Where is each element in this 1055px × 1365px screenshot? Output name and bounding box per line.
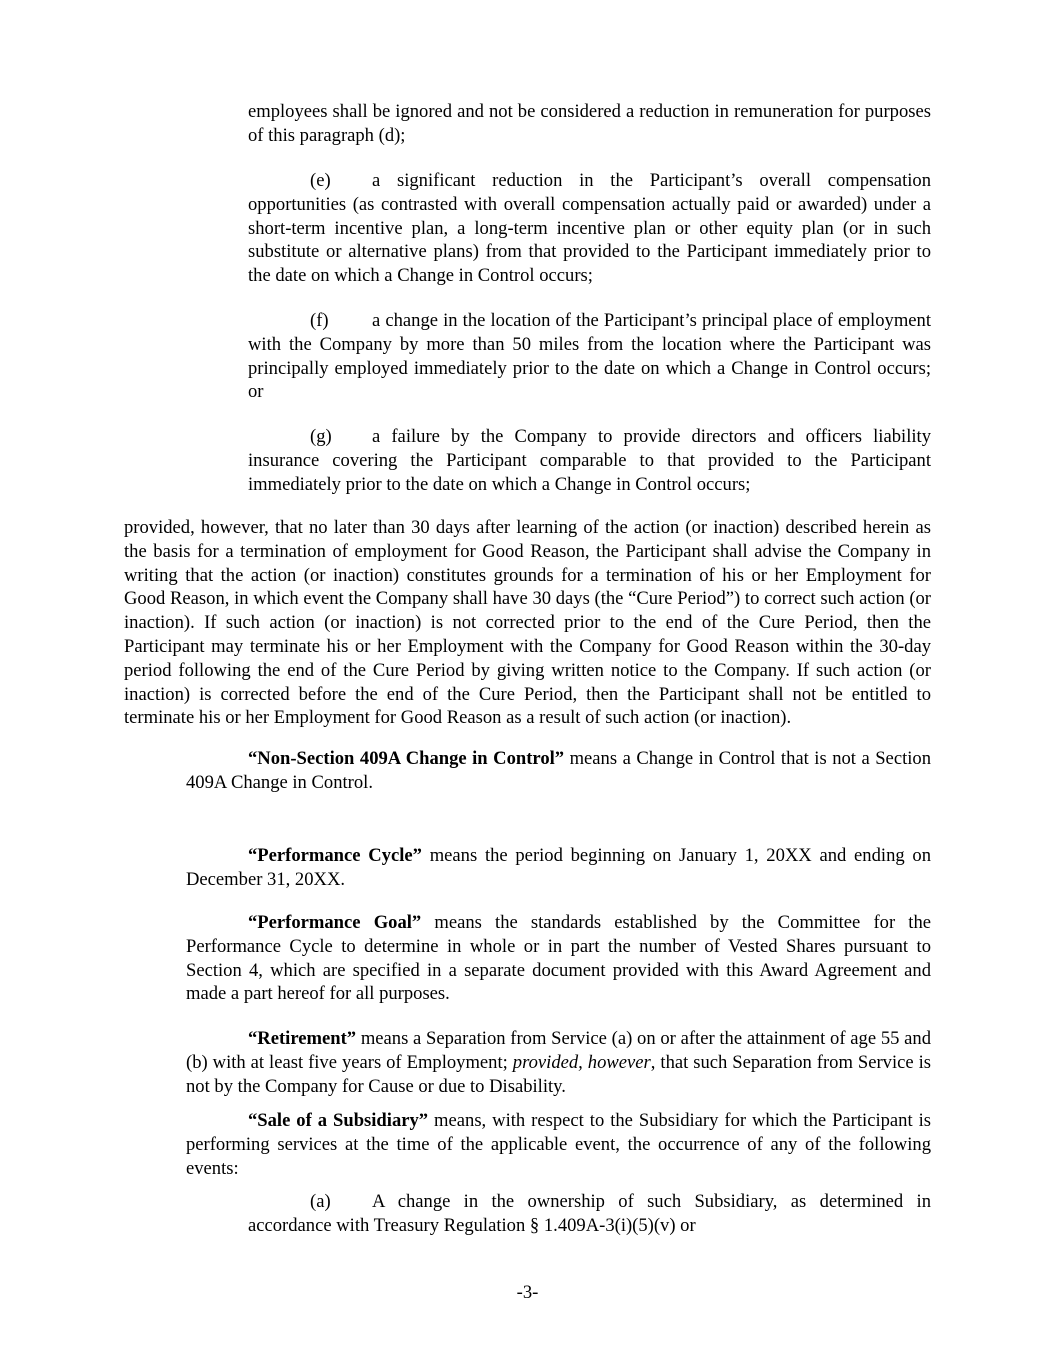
list-item-a — [248, 1190, 931, 1238]
defined-term-performance-goal: “Performance Goal” — [248, 912, 422, 933]
definition-text-performance-cycle: means the period beginning on January 1, 20XX and ending on December 31, 20XX. — [186, 845, 931, 890]
definition-text-performance-goal: means the standards established by the Committee for the Performance Cycle to determine in whole or in part the number of Vested Shares pursuant to Section 4, which are specified in a separate document provided with this Award Agreement and made a part hereof for all purposes. — [186, 912, 932, 1005]
list-item-f-text: a change in the location of the Participant’s principal place of employment with the Company by more than 50 miles from the location where the Participant was principally employed immediately prior to the date on which a Change in Control occurs; or — [248, 310, 931, 403]
definition-text-retirement-italic: provided, however — [512, 1051, 651, 1073]
defined-term-retirement: “Retirement” — [248, 1028, 357, 1049]
list-item-g — [248, 425, 931, 496]
paragraph-d-text: employees shall be ignored and not be considered a reduction in remuneration for purposes of this paragraph (d); — [248, 101, 931, 146]
list-item-f — [248, 309, 931, 404]
paragraph-d-continuation — [248, 100, 931, 148]
list-item-g-text: a failure by the Company to provide directors and officers liability insurance covering the Participant comparable to that provided to the Participant immediately prior to the date on which a Change in Control occurs; — [248, 426, 931, 495]
list-marker-f: (f) — [310, 310, 329, 331]
list-item-e-text: a significant reduction in the Participant’s overall compensation opportunities (as contrasted with overall compensation actually paid or awarded) under a short-term incentive plan, a long-term incentive plan or other equity plan (or in such substitute or alternative plans) from that provided to the Participant immediately prior to the date on which a Change in Control occurs; — [248, 170, 931, 287]
definition-text-non-section-409a: means a Change in Control that is not a Section 409A Change in Control. — [186, 748, 931, 793]
list-item-a-text: A change in the ownership of such Subsidiary, as determined in accordance with Treasury Regulation § 1.409A-3(i)(5)(v) or — [248, 1191, 931, 1236]
definition-performance-goal — [186, 911, 931, 1006]
list-item-e — [248, 169, 931, 288]
defined-term-non-section-409a: “Non-Section 409A Change in Control” — [248, 748, 565, 769]
proviso-text: provided, however, that no later than 30 days after learning of the action (or inaction) described herein as the basis for a termination of employment for Good Reason, the Participant shall advise the Company in writing that the action (or inaction) constitutes grounds for a termination of his or her Employment for Good Reason, in which event the Company shall have 30 days (the “Cure Period”) to correct such action (or inaction). If such action (or inaction) is not corrected prior to the end of the Cure Period, then the Participant may terminate his or her Employment with the Company for Good Reason within the 30-day period following the end of the Cure Period by giving written notice to the Company. If such action (or inaction) is corrected before the end of the Cure Period, then the Participant shall not be entitled to terminate his or her Employment for Good Reason as a result of such action (or inaction). — [124, 517, 931, 729]
definition-retirement — [186, 1027, 931, 1098]
list-marker-e: (e) — [310, 170, 331, 191]
page-number: -3- — [516, 1282, 539, 1303]
defined-term-performance-cycle: “Performance Cycle” — [248, 845, 422, 866]
definition-text-sale-of-subsidiary: means, with respect to the Subsidiary for which the Participant is performing services at the time of the applicable event, the occurrence of any of the following events: — [186, 1110, 931, 1179]
defined-term-sale-of-subsidiary: “Sale of a Subsidiary” — [248, 1110, 429, 1131]
definition-text-retirement-a: means a Separation from Service (a) on or after the attainment of age 55 and (b) with at least five years of Employment; — [186, 1028, 931, 1073]
list-marker-a: (a) — [310, 1191, 331, 1212]
list-marker-g: (g) — [310, 426, 332, 447]
definition-text-retirement-b: , that such Separation from Service is not by the Company for Cause or due to Disability. — [186, 1051, 931, 1097]
proviso-paragraph — [124, 516, 931, 730]
definition-non-section-409a — [186, 747, 931, 795]
definition-performance-cycle — [186, 844, 931, 892]
definition-sale-of-subsidiary — [186, 1109, 931, 1180]
